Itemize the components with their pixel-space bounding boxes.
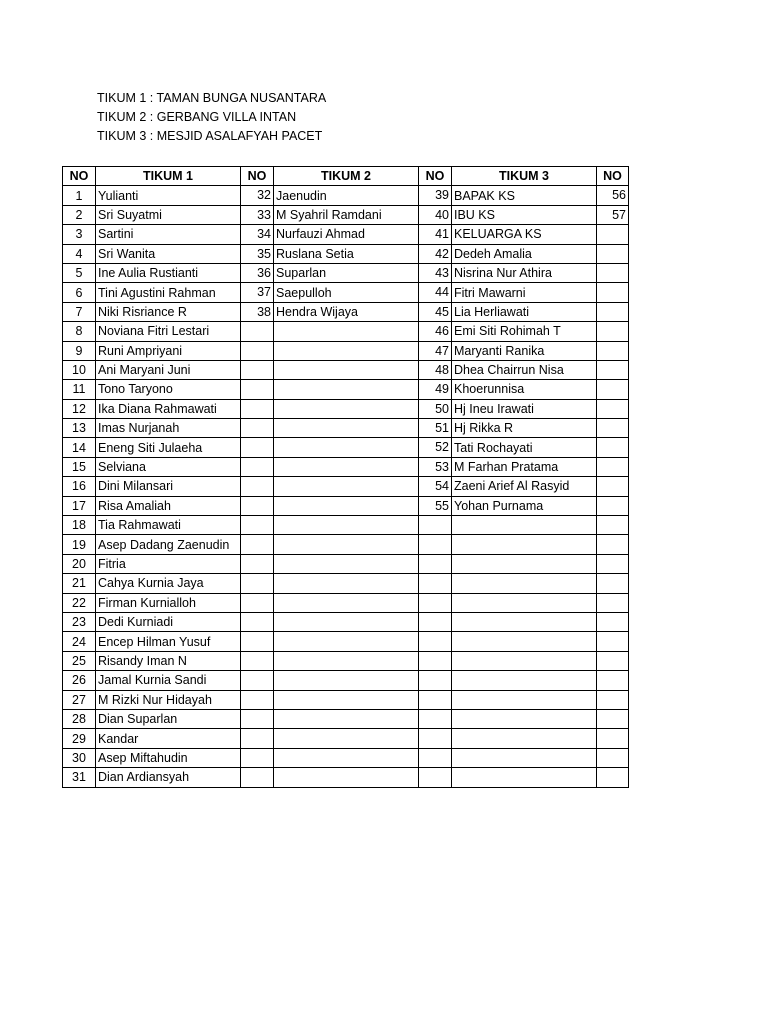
no-cell [597,477,629,496]
no-cell [419,574,452,593]
no-cell [597,554,629,573]
no-cell: 38 [241,302,274,321]
no-cell [419,709,452,728]
table-row [63,671,629,690]
participant-table [62,166,629,788]
column-header-tikum-3: TIKUM 3 [452,167,597,186]
no-cell: 15 [63,457,96,476]
tikum-3-name-cell: Maryanti Ranika [452,341,597,360]
no-cell [419,768,452,787]
no-cell: 7 [63,302,96,321]
no-cell: 53 [419,457,452,476]
table-row [63,535,629,554]
no-cell [241,535,274,554]
tikum-1-name-cell: Tono Taryono [96,380,241,399]
table-row [63,632,629,651]
tikum-1-name-cell: Encep Hilman Yusuf [96,632,241,651]
no-cell: 1 [63,186,96,205]
column-header-tikum-2: TIKUM 2 [274,167,419,186]
no-cell: 39 [419,186,452,205]
table-row [63,768,629,787]
table-row [63,399,629,418]
no-cell [597,671,629,690]
table-row [63,341,629,360]
no-cell [597,225,629,244]
no-cell: 45 [419,302,452,321]
tikum-1-name-cell: Imas Nurjanah [96,419,241,438]
no-cell: 35 [241,244,274,263]
no-cell: 32 [241,186,274,205]
no-cell: 3 [63,225,96,244]
tikum-3-name-cell [452,554,597,573]
tikum-1-name-cell: Tini Agustini Rahman [96,283,241,302]
table-row [63,709,629,728]
table-row [63,419,629,438]
no-cell [419,651,452,670]
tikum-3-name-cell: Yohan Purnama [452,496,597,515]
no-cell [241,574,274,593]
tikum-2-name-cell [274,535,419,554]
no-cell [241,380,274,399]
no-cell [597,768,629,787]
table-row [63,283,629,302]
tikum-headers [97,89,326,146]
no-cell [419,516,452,535]
no-cell: 22 [63,593,96,612]
no-cell: 42 [419,244,452,263]
tikum-2-name-cell [274,709,419,728]
no-cell: 27 [63,690,96,709]
no-cell [241,360,274,379]
tikum-2-name-cell [274,612,419,631]
no-cell [597,380,629,399]
tikum-2-name-cell [274,574,419,593]
tikum-2-header: TIKUM 2 : GERBANG VILLA INTAN [97,110,297,124]
tikum-3-name-cell [452,612,597,631]
no-cell [241,690,274,709]
tikum-3-name-cell [452,709,597,728]
no-cell: 31 [63,768,96,787]
no-cell [241,341,274,360]
tikum-3-name-cell: Lia Herliawati [452,302,597,321]
no-cell: 46 [419,322,452,341]
tikum-1-name-cell: Dian Suparlan [96,709,241,728]
no-cell [241,729,274,748]
tikum-3-name-cell: Hj Ineu Irawati [452,399,597,418]
no-cell [597,748,629,767]
table-row [63,186,629,205]
no-cell [419,632,452,651]
no-cell [241,768,274,787]
tikum-1-name-cell: Ine Aulia Rustianti [96,263,241,282]
tikum-2-name-cell [274,399,419,418]
tikum-2-name-cell: M Syahril Ramdani [274,205,419,224]
tikum-2-name-cell: Nurfauzi Ahmad [274,225,419,244]
tikum-1-name-cell: Risandy Iman N [96,651,241,670]
no-cell: 20 [63,554,96,573]
tikum-3-name-cell: Dedeh Amalia [452,244,597,263]
tikum-2-name-cell: Jaenudin [274,186,419,205]
no-cell: 44 [419,283,452,302]
tikum-1-name-cell: Dian Ardiansyah [96,768,241,787]
table-row [63,554,629,573]
tikum-2-name-cell: Hendra Wijaya [274,302,419,321]
tikum-3-header: TIKUM 3 : MESJID ASALAFYAH PACET [97,129,323,143]
table-row [63,496,629,515]
tikum-1-name-cell: Jamal Kurnia Sandi [96,671,241,690]
no-cell: 6 [63,283,96,302]
no-cell [241,748,274,767]
no-cell [241,671,274,690]
column-header-tikum-1: TIKUM 1 [96,167,241,186]
no-cell [597,593,629,612]
tikum-1-name-cell: Tia Rahmawati [96,516,241,535]
tikum-3-name-cell: Hj Rikka R [452,419,597,438]
no-cell [241,399,274,418]
no-cell: 28 [63,709,96,728]
no-cell [419,593,452,612]
no-cell [419,690,452,709]
no-cell: 51 [419,419,452,438]
tikum-3-name-cell: Nisrina Nur Athira [452,263,597,282]
no-cell [241,554,274,573]
no-cell: 18 [63,516,96,535]
tikum-1-name-cell: Asep Miftahudin [96,748,241,767]
no-cell [241,419,274,438]
tikum-3-name-cell: Fitri Mawarni [452,283,597,302]
no-cell [597,632,629,651]
tikum-3-name-cell [452,671,597,690]
no-cell [597,341,629,360]
tikum-3-name-cell [452,516,597,535]
no-cell [597,438,629,457]
tikum-2-name-cell [274,457,419,476]
no-cell [241,632,274,651]
table-row [63,263,629,282]
tikum-1-name-cell: Firman Kurnialloh [96,593,241,612]
no-cell: 55 [419,496,452,515]
no-cell: 47 [419,341,452,360]
tikum-2-name-cell [274,593,419,612]
no-cell [597,244,629,263]
table-row [63,438,629,457]
no-cell: 10 [63,360,96,379]
tikum-1-name-cell: Sri Suyatmi [96,205,241,224]
no-cell [241,438,274,457]
tikum-1-name-cell: Selviana [96,457,241,476]
no-cell: 5 [63,263,96,282]
no-cell [597,535,629,554]
tikum-1-name-cell: Dedi Kurniadi [96,612,241,631]
tikum-2-name-cell [274,671,419,690]
no-cell: 19 [63,535,96,554]
tikum-3-name-cell [452,651,597,670]
tikum-1-header: TIKUM 1 : TAMAN BUNGA NUSANTARA [97,91,327,105]
tikum-3-name-cell [452,690,597,709]
no-cell [597,263,629,282]
table-row [63,612,629,631]
tikum-3-name-cell: KELUARGA KS [452,225,597,244]
table-body [63,186,629,787]
no-cell: 4 [63,244,96,263]
table-row [63,748,629,767]
tikum-2-name-cell: Ruslana Setia [274,244,419,263]
no-cell [241,612,274,631]
tikum-1-name-cell: Risa Amaliah [96,496,241,515]
no-cell [597,419,629,438]
no-cell [597,496,629,515]
table-row [63,690,629,709]
no-cell: 17 [63,496,96,515]
no-cell [241,651,274,670]
table-row [63,360,629,379]
no-cell: 12 [63,399,96,418]
column-header-no: NO [597,167,629,186]
no-cell [241,496,274,515]
no-cell [597,302,629,321]
tikum-1-name-cell: Noviana Fitri Lestari [96,322,241,341]
tikum-2-name-cell [274,419,419,438]
table-row [63,322,629,341]
tikum-3-name-cell: Tati Rochayati [452,438,597,457]
no-cell: 2 [63,205,96,224]
table-row [63,651,629,670]
no-cell [597,709,629,728]
no-cell [419,729,452,748]
tikum-3-name-cell [452,593,597,612]
no-cell: 30 [63,748,96,767]
tikum-1-name-cell: Kandar [96,729,241,748]
tikum-2-name-cell [274,768,419,787]
no-cell [241,709,274,728]
no-cell: 40 [419,205,452,224]
tikum-3-name-cell: M Farhan Pratama [452,457,597,476]
tikum-2-name-cell [274,554,419,573]
no-cell: 16 [63,477,96,496]
table-row [63,574,629,593]
tikum-3-name-cell: BAPAK KS [452,186,597,205]
no-cell: 43 [419,263,452,282]
tikum-2-name-cell [274,341,419,360]
no-cell: 49 [419,380,452,399]
no-cell: 34 [241,225,274,244]
tikum-1-name-cell: Fitria [96,554,241,573]
tikum-1-name-cell: Asep Dadang Zaenudin [96,535,241,554]
tikum-3-name-cell: IBU KS [452,205,597,224]
no-cell [597,322,629,341]
tikum-2-name-cell [274,729,419,748]
no-cell [597,651,629,670]
no-cell [241,477,274,496]
table-row [63,205,629,224]
tikum-2-name-cell [274,516,419,535]
no-cell [241,516,274,535]
tikum-2-name-cell [274,496,419,515]
table-row [63,225,629,244]
tikum-1-name-cell: Eneng Siti Julaeha [96,438,241,457]
tikum-1-name-cell: M Rizki Nur Hidayah [96,690,241,709]
tikum-1-name-cell: Runi Ampriyani [96,341,241,360]
tikum-3-name-cell [452,574,597,593]
no-cell [419,748,452,767]
no-cell [597,574,629,593]
tikum-2-name-cell [274,477,419,496]
no-cell [597,360,629,379]
no-cell [597,516,629,535]
tikum-2-name-cell [274,632,419,651]
no-cell [419,535,452,554]
tikum-3-name-cell: Zaeni Arief Al Rasyid [452,477,597,496]
no-cell: 26 [63,671,96,690]
no-cell: 24 [63,632,96,651]
no-cell: 33 [241,205,274,224]
no-cell: 36 [241,263,274,282]
no-cell: 41 [419,225,452,244]
no-cell [597,399,629,418]
tikum-2-name-cell [274,322,419,341]
tikum-1-name-cell: Sartini [96,225,241,244]
tikum-3-name-cell: Emi Siti Rohimah T [452,322,597,341]
tikum-2-name-cell: Saepulloh [274,283,419,302]
tikum-2-name-cell [274,690,419,709]
no-cell: 52 [419,438,452,457]
table-row [63,477,629,496]
no-cell [597,283,629,302]
table-row [63,729,629,748]
tikum-2-name-cell [274,438,419,457]
no-cell: 37 [241,283,274,302]
no-cell [419,612,452,631]
no-cell: 13 [63,419,96,438]
table-row [63,593,629,612]
no-cell: 48 [419,360,452,379]
tikum-1-name-cell: Ani Maryani Juni [96,360,241,379]
no-cell: 9 [63,341,96,360]
tikum-2-name-cell [274,360,419,379]
tikum-1-name-cell: Dini Milansari [96,477,241,496]
tikum-1-name-cell: Ika Diana Rahmawati [96,399,241,418]
no-cell: 57 [597,205,629,224]
tikum-1-name-cell: Niki Risriance R [96,302,241,321]
no-cell: 11 [63,380,96,399]
no-cell: 29 [63,729,96,748]
tikum-1-name-cell: Sri Wanita [96,244,241,263]
no-cell [597,457,629,476]
no-cell: 14 [63,438,96,457]
column-header-no: NO [241,167,274,186]
tikum-3-name-cell: Dhea Chairrun Nisa [452,360,597,379]
no-cell [597,729,629,748]
table-row [63,380,629,399]
no-cell: 54 [419,477,452,496]
tikum-2-name-cell [274,651,419,670]
no-cell: 23 [63,612,96,631]
tikum-3-name-cell [452,632,597,651]
tikum-3-name-cell [452,729,597,748]
tikum-2-name-cell: Suparlan [274,263,419,282]
no-cell: 25 [63,651,96,670]
tikum-1-name-cell: Yulianti [96,186,241,205]
column-header-no: NO [63,167,96,186]
table-header-row [63,167,629,186]
table-row [63,302,629,321]
tikum-3-name-cell [452,748,597,767]
tikum-2-name-cell [274,380,419,399]
table-row [63,457,629,476]
no-cell [241,322,274,341]
no-cell: 50 [419,399,452,418]
tikum-2-name-cell [274,748,419,767]
no-cell: 21 [63,574,96,593]
tikum-3-name-cell: Khoerunnisa [452,380,597,399]
no-cell [241,457,274,476]
no-cell: 56 [597,186,629,205]
column-header-no: NO [419,167,452,186]
no-cell [597,612,629,631]
tikum-3-name-cell [452,535,597,554]
tikum-1-name-cell: Cahya Kurnia Jaya [96,574,241,593]
no-cell: 8 [63,322,96,341]
no-cell [597,690,629,709]
tikum-3-name-cell [452,768,597,787]
table-row [63,516,629,535]
no-cell [419,671,452,690]
table-row [63,244,629,263]
no-cell [419,554,452,573]
no-cell [241,593,274,612]
